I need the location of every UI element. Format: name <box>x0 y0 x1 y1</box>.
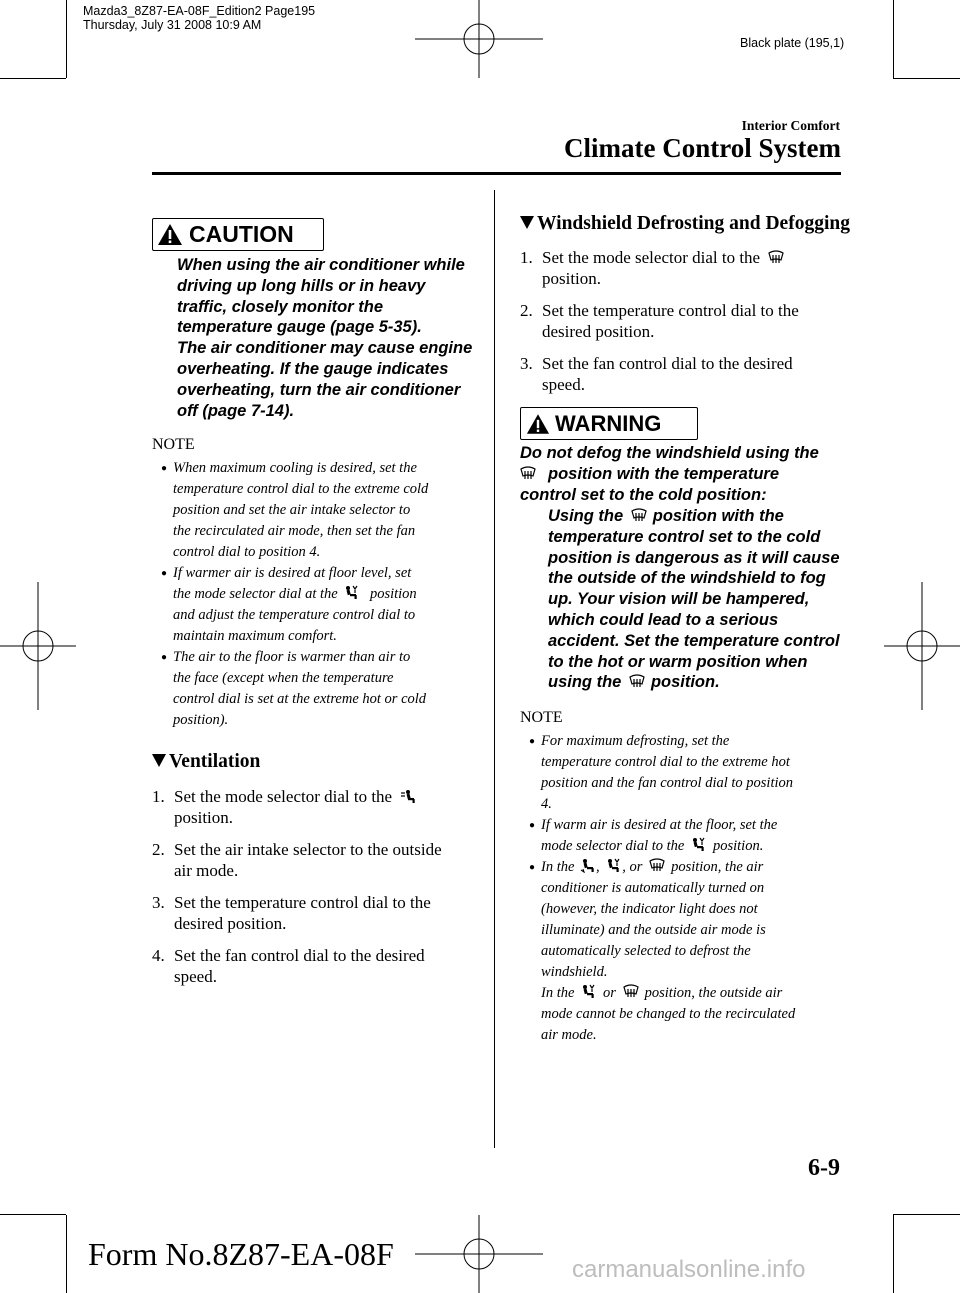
warning-icon <box>526 413 550 435</box>
ventilation-step-4: 4. Set the fan control dial to the desired speed. <box>152 946 425 986</box>
section-marker-icon <box>520 216 534 229</box>
section-category: Interior Comfort <box>741 118 840 133</box>
section-marker-icon <box>152 754 166 767</box>
note-item: ● The air to the floor is warmer than air to the face (except when the temperature control dial is set at the extreme hot or cold position). <box>161 649 427 728</box>
page-number: 6-9 <box>808 1155 840 1181</box>
caution-label: CAUTION <box>189 221 294 247</box>
form-number: Form No.8Z87-EA-08F <box>88 1236 394 1272</box>
ventilation-step-3: 3. Set the temperature control dial to the desired position. <box>152 893 431 933</box>
floor-defrost-mode-icon <box>581 984 597 999</box>
floor-defrost-mode-icon <box>344 585 360 600</box>
warning-label: WARNING <box>555 410 662 436</box>
defrost-step-2: 2. Set the temperature control dial to the desired position. <box>520 301 799 341</box>
header-rule <box>152 172 841 175</box>
column-divider <box>494 190 495 1148</box>
note-heading: NOTE <box>152 436 195 453</box>
defrost-mode-icon <box>520 466 536 481</box>
defrost-mode-icon <box>649 858 665 873</box>
note-item: ● If warmer air is desired at floor level, set the mode selector dial at the position and adjust the temperature control dial to maintain maximum comfort. <box>161 565 417 644</box>
page-title: Climate Control System <box>564 133 841 163</box>
plate-label: Black plate (195,1) <box>740 36 845 50</box>
note-item: ● If warm air is desired at the floor, set the mode selector dial to the position. <box>529 817 778 854</box>
ventilation-step-1: 1. Set the mode selector dial to the position. <box>152 786 482 828</box>
floor-defrost-mode-icon <box>606 858 622 873</box>
caution-label-box <box>152 218 324 251</box>
defrost-mode-icon <box>629 674 645 689</box>
print-timestamp: Thursday, July 31 2008 10:9 AM <box>83 18 262 32</box>
caution-text: When using the air conditioner while driving up long hills or in heavy traffic, closely monitor the temperature gauge (page 5-35). The air conditioner may cause engine overheating. If the gauge indicates overheating, turn the air conditioner off (page 7-14). <box>177 256 473 420</box>
defrost-step-1: 1. Set the mode selector dial to the position. <box>520 247 840 289</box>
ventilation-heading: Ventilation <box>152 751 260 773</box>
defrost-mode-icon <box>631 508 647 523</box>
warning-label-box <box>520 407 698 440</box>
note-item: ● When maximum cooling is desired, set the temperature control dial to the extreme cold position and set the air intake selector to the recirculated air mode, then set the fan control dial to position 4. <box>161 460 429 560</box>
defrost-heading: Windshield Defrosting and Defogging <box>520 213 850 235</box>
print-job-name: Mazda3_8Z87-EA-08F_Edition2 Page195 <box>83 4 316 18</box>
floor-mode-icon <box>580 858 596 873</box>
vent-mode-icon <box>400 789 416 804</box>
note-heading: NOTE <box>520 709 563 726</box>
watermark: carmanualsonline.info <box>572 1256 806 1283</box>
defrost-mode-icon <box>768 250 784 265</box>
warning-text: Using the position with the temperature control set to the cold position is dangerous as it will cause the outside of the windshield to fog up. Your vision will be hampered, which could lead to a serious accident. Set the temperature control to the hot or warm position when using the position. <box>548 507 840 692</box>
caution-warning-icon <box>157 223 183 246</box>
floor-defrost-mode-icon <box>691 837 707 852</box>
warning-lead: Do not defog the windshield using the position with the temperature control set to the cold position: <box>520 444 819 504</box>
note-item: ● For maximum defrosting, set the temperature control dial to the extreme hot position and the fan control dial to position 4. <box>529 733 794 812</box>
defrost-mode-icon <box>623 984 639 999</box>
ventilation-step-2: 2. Set the air intake selector to the outside air mode. <box>152 840 442 880</box>
note-item: ● In the , , or position, the air conditioner is automatically turned on (however, the indicator light does not illuminate) and the outside air mode is automatically selected to defrost the windshield. In the or position, the outside air mode cannot be changed to the recirculated air mode. <box>529 859 796 1043</box>
defrost-step-3: 3. Set the fan control dial to the desired speed. <box>520 354 793 394</box>
